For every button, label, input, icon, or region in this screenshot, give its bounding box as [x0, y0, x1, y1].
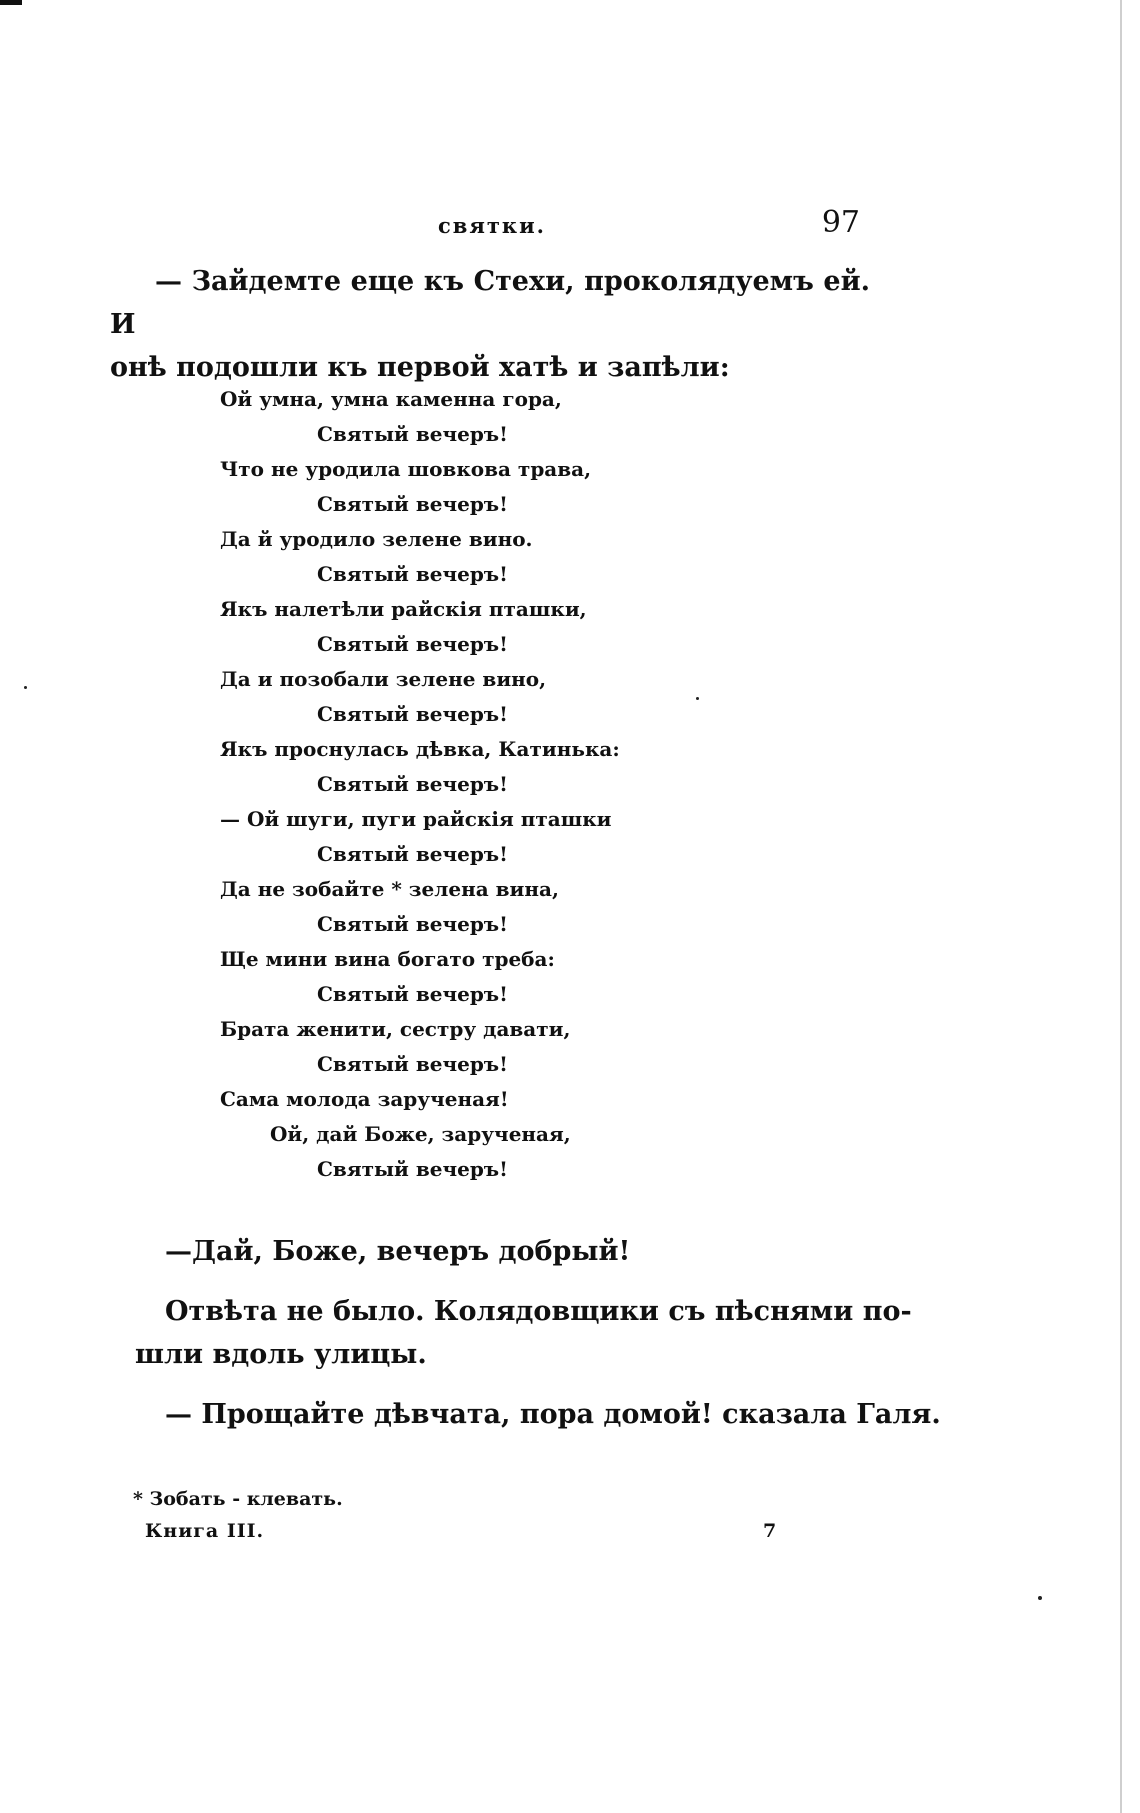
- verse-refrain: Святый вечеръ!: [317, 912, 508, 936]
- verse-refrain: Святый вечеръ!: [317, 422, 508, 446]
- farewell-line: — Прощайте дѣвчата, пора домой! сказала Галя.: [165, 1399, 941, 1430]
- verse-line: Ще мини вина богато треба:: [220, 947, 555, 971]
- verse-refrain: Святый вечеръ!: [317, 702, 508, 726]
- verse-refrain: Святый вечеръ!: [317, 1157, 508, 1181]
- running-head: святки.: [438, 213, 546, 238]
- footnote: * Зобать - клевать.: [133, 1488, 343, 1510]
- page-header: [150, 207, 860, 247]
- scan-edge-mark: [0, 0, 22, 5]
- verse-refrain: Святый вечеръ!: [317, 492, 508, 516]
- verse-line: Якъ проснулась дѣвка, Катинька:: [220, 737, 620, 761]
- verse-refrain: Святый вечеръ!: [317, 632, 508, 656]
- narration-line: Отвѣта не было. Колядовщики съ пѣснями по-: [165, 1296, 912, 1327]
- verse-refrain: Святый вечеръ!: [317, 562, 508, 586]
- verse-line: Да й уродило зелене вино.: [220, 527, 533, 551]
- verse-line: Что не уродила шовкова трава,: [220, 457, 592, 481]
- verse-line: — Ой шуги, пуги райскія пташки: [220, 807, 612, 831]
- intro-line: — Зайдемте еще къ Стехи, проколядуемъ ей. И: [110, 266, 870, 340]
- verse-line: Якъ налетѣли райскія пташки,: [220, 597, 587, 621]
- verse-line: Да не зобайте * зелена вина,: [220, 877, 559, 901]
- verse-line: Да и позобали зелене вино,: [220, 667, 547, 691]
- sheet-number: 7: [763, 1520, 777, 1542]
- verse-line: Ой умна, умна каменна гора,: [220, 387, 562, 411]
- verse-line: Сама молода зарученая!: [220, 1087, 509, 1111]
- greeting-line: —Дай, Боже, вечеръ добрый!: [165, 1236, 631, 1267]
- intro-line: онѣ подошли къ первой хатѣ и запѣли:: [110, 352, 730, 383]
- ink-speck: [24, 686, 27, 689]
- page-edge-line: [1120, 0, 1122, 1813]
- verse-refrain: Святый вечеръ!: [317, 842, 508, 866]
- ink-speck: [696, 697, 699, 700]
- signature-mark: Книга III.: [145, 1520, 265, 1542]
- page-number: 97: [821, 205, 860, 240]
- verse-refrain: Святый вечеръ!: [317, 982, 508, 1006]
- ink-speck: [1038, 1596, 1042, 1600]
- verse-refrain: Святый вечеръ!: [317, 1052, 508, 1076]
- carol-verse: [220, 382, 620, 1187]
- intro-paragraph: [110, 260, 870, 389]
- narration-line: шли вдоль улицы.: [135, 1339, 427, 1370]
- verse-line: Брата женити, сестру давати,: [220, 1017, 571, 1041]
- verse-line: Ой, дай Боже, зарученая,: [270, 1122, 571, 1146]
- verse-refrain: Святый вечеръ!: [317, 772, 508, 796]
